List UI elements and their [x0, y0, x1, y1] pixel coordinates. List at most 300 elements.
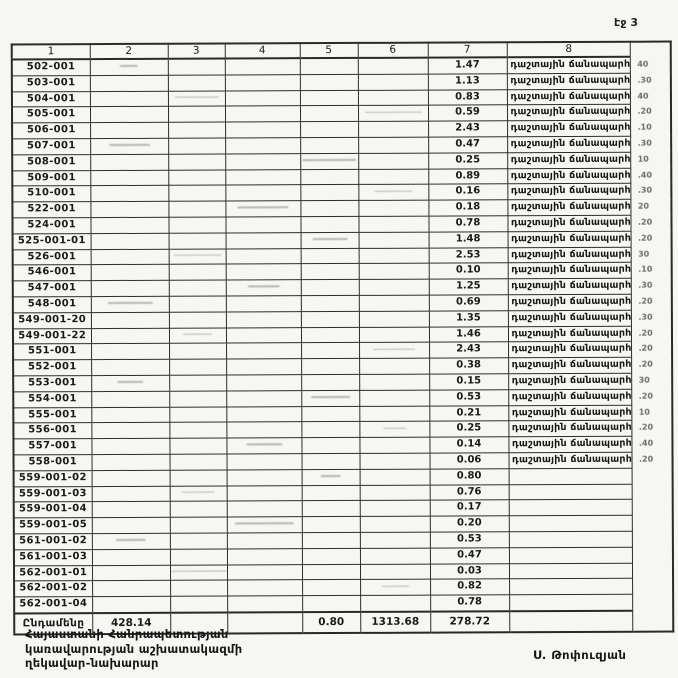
value-cell: 0.89 [428, 168, 507, 184]
col6-cell [358, 106, 428, 122]
value-cell: 0.14 [429, 437, 508, 453]
value-cell: 0.78 [428, 216, 507, 232]
road-label-cell [509, 531, 633, 547]
col2-cell [91, 328, 169, 344]
value-cell: 2.43 [429, 342, 508, 358]
scan-smudge [109, 144, 150, 146]
margin-mark: .20 [638, 343, 653, 354]
scan-smudge [174, 96, 218, 98]
col2-cell [92, 533, 170, 549]
col3-cell [170, 533, 227, 549]
margin-mark: .20 [638, 359, 653, 369]
column-header-7: 7 [428, 42, 507, 57]
scan-smudge [183, 333, 212, 335]
col5-cell [301, 280, 359, 296]
issuer-line-1: Հայաստանի Հանրապետության [25, 627, 229, 641]
margin-mark: .10 [638, 265, 653, 275]
col5-cell [301, 327, 359, 343]
value-cell: 0.25 [428, 153, 507, 169]
road-label-cell [509, 579, 633, 595]
col5-cell [300, 153, 358, 169]
value-cell: 2.43 [428, 121, 507, 137]
col2-cell [91, 265, 169, 281]
col4-cell [227, 548, 302, 564]
col5-cell [302, 517, 360, 533]
margin-mark: .30 [637, 138, 652, 148]
col3-cell [170, 580, 227, 596]
scan-smudge [383, 427, 406, 429]
col3-cell [170, 486, 227, 502]
scan-smudge [107, 302, 152, 304]
code-cell: 562-001-01 [14, 565, 92, 581]
value-cell: 0.06 [430, 453, 509, 469]
value-cell: 0.15 [429, 374, 508, 390]
value-cell: 0.03 [430, 563, 509, 579]
value-cell: 0.53 [430, 532, 509, 548]
col6-cell [358, 58, 428, 75]
col6-cell [359, 232, 429, 248]
col5-cell [301, 311, 359, 327]
margin-mark: .20 [638, 233, 653, 243]
code-cell: 503-001 [12, 75, 90, 91]
col5-cell [302, 485, 360, 501]
scan-smudge [373, 348, 415, 350]
total-col5-cell: 0.80 [302, 612, 360, 633]
road-label-cell [509, 563, 633, 579]
col5-cell [300, 106, 358, 122]
col4-cell [226, 422, 301, 438]
col6-cell [360, 532, 430, 548]
issuer-block [25, 627, 242, 671]
margin-mark [633, 594, 673, 610]
road-label-cell: դաշտային ճանապարհ [507, 136, 631, 152]
code-cell: 506-001 [12, 123, 90, 139]
col6-cell [358, 216, 428, 232]
col6-cell [360, 500, 430, 516]
col5-cell [302, 532, 360, 548]
col2-cell [91, 233, 169, 249]
col2-cell [90, 122, 168, 138]
scan-smudge [237, 207, 288, 209]
col5-cell [300, 137, 358, 153]
road-label-cell: դաշտային ճանապարհ [507, 152, 631, 168]
signature-name: Ս. Թոփուզյան [533, 648, 627, 662]
scanned-table-region [11, 41, 675, 636]
col3-cell [169, 422, 226, 438]
column-header-4: 4 [225, 43, 300, 58]
col6-cell [360, 516, 430, 532]
road-label-cell [509, 515, 633, 531]
col3-cell [168, 59, 225, 76]
road-label-cell: դաշտային ճանապարհ [508, 373, 632, 389]
code-cell: 502-001 [12, 59, 90, 76]
code-cell: 508-001 [12, 154, 90, 170]
value-cell: 0.21 [429, 405, 508, 421]
margin-mark: 20 [637, 201, 650, 211]
road-label-cell: դաշտային ճանապարհ [508, 326, 632, 342]
margin-mark: 40 [637, 91, 649, 101]
road-label-cell: դաշտային ճանապարհ [508, 294, 632, 310]
value-cell: 0.83 [428, 89, 507, 105]
col2-cell [92, 486, 170, 502]
value-cell: 0.20 [430, 516, 509, 532]
scan-smudge [311, 396, 350, 398]
code-cell: 562-001-04 [14, 597, 92, 614]
col6-cell [358, 200, 428, 216]
col3-cell [168, 154, 225, 170]
col2-cell [91, 438, 169, 454]
col5-cell [302, 469, 360, 485]
col6-cell [359, 311, 429, 327]
code-cell: 555-001 [13, 407, 91, 423]
col3-cell [169, 296, 226, 312]
col2-cell [91, 423, 169, 439]
value-cell: 0.25 [429, 421, 508, 437]
col3-cell [169, 343, 226, 359]
scan-smudge [312, 238, 347, 240]
col5-cell [301, 264, 359, 280]
col6-cell [360, 453, 430, 469]
col3-cell [169, 328, 226, 344]
value-cell: 1.35 [429, 311, 508, 327]
col2-cell [92, 454, 170, 470]
col4-cell [225, 74, 300, 90]
col4-cell [227, 501, 302, 517]
col6-cell [360, 564, 430, 580]
code-cell: 559-001-03 [14, 486, 92, 502]
col4-cell [226, 264, 301, 280]
margin-mark: .20 [638, 454, 654, 464]
road-label-cell: դաշտային ճանապարհ [509, 452, 633, 468]
col5-cell [301, 343, 359, 359]
col4-cell [226, 406, 301, 422]
value-cell: 1.48 [429, 232, 508, 248]
col4-cell [226, 359, 301, 375]
code-cell: 522-001 [12, 202, 90, 218]
road-label-cell: դաշտային ճանապարհ [507, 105, 631, 121]
road-label-cell: դաշտային ճանապարհ [508, 247, 632, 263]
column-header-5: 5 [300, 43, 358, 58]
col3-cell [170, 596, 227, 613]
margin-mark: .40 [638, 438, 654, 448]
road-label-cell: դաշտային ճանապարհ [508, 310, 632, 326]
col5-cell [301, 422, 359, 438]
col3-cell [169, 233, 226, 249]
col6-cell [359, 374, 429, 390]
col6-cell [358, 121, 428, 137]
value-cell: 1.13 [428, 74, 507, 90]
issuer-line-2: կառավարության աշխատակազմի [25, 641, 243, 656]
road-label-cell: դաշտային ճանապարհ [507, 215, 631, 231]
col4-cell [227, 485, 302, 501]
margin-mark [633, 515, 673, 531]
col4-cell [227, 533, 302, 549]
col3-cell [168, 138, 225, 154]
col4-cell [226, 311, 301, 327]
value-cell: 0.47 [430, 547, 509, 563]
code-cell: 561-001-03 [14, 549, 92, 565]
value-cell: 0.82 [430, 579, 509, 595]
col6-cell [359, 263, 429, 279]
cadastre-table [11, 41, 675, 636]
value-cell: 0.38 [429, 358, 508, 374]
road-label-cell: դաշտային ճանապարհ [507, 168, 631, 184]
col3-cell [169, 249, 226, 265]
col5-cell [302, 501, 360, 517]
road-label-cell: դաշտային ճանապարհ [507, 120, 631, 136]
col5-cell [301, 406, 359, 422]
col2-cell [92, 581, 170, 597]
code-cell: 562-001-02 [14, 581, 92, 597]
code-cell: 559-001-05 [14, 518, 92, 534]
scan-smudge [365, 111, 422, 113]
col6-cell [358, 184, 428, 200]
col4-cell [225, 153, 300, 169]
road-label-cell: դաշտային ճանապարհ [508, 436, 632, 452]
col3-cell [168, 122, 225, 138]
value-cell: 1.47 [428, 57, 507, 74]
total-margin-cell [633, 610, 673, 631]
value-cell: 1.25 [429, 279, 508, 295]
col5-cell [301, 438, 359, 454]
col4-cell [226, 390, 301, 406]
col3-cell [169, 375, 226, 391]
col6-cell [359, 342, 429, 358]
col4-cell [225, 169, 300, 185]
scan-smudge [302, 159, 356, 161]
col5-cell [302, 564, 360, 580]
code-cell: 556-001 [13, 423, 91, 439]
issuer-line-3: ղեկավար-նախարար [25, 656, 159, 670]
total-col7-cell: 278.72 [430, 611, 509, 632]
col5-cell [301, 295, 359, 311]
column-header-1: 1 [12, 44, 90, 59]
col3-cell [168, 106, 225, 122]
col2-cell [92, 470, 170, 486]
col6-cell [358, 153, 428, 169]
col3-cell [169, 312, 226, 328]
col2-cell [90, 91, 168, 107]
col2-cell [90, 170, 168, 186]
road-label-cell: դաշտային ճանապարհ [508, 342, 632, 358]
margin-mark [633, 499, 673, 515]
col6-cell [359, 421, 429, 437]
margin-mark [633, 578, 673, 594]
scan-smudge [382, 585, 409, 587]
col4-cell [226, 327, 301, 343]
total-col2-cell: 428.14 [92, 613, 170, 634]
col3-cell [170, 501, 227, 517]
total-col8-cell [509, 611, 633, 633]
margin-mark: 10 [638, 407, 650, 417]
margin-mark [633, 468, 673, 484]
col5-cell [302, 453, 360, 469]
margin-mark: .20 [637, 107, 652, 117]
code-cell: 507-001 [12, 139, 90, 155]
margin-mark: .30 [638, 312, 653, 322]
code-cell: 557-001 [13, 439, 91, 455]
col4-cell [227, 517, 302, 533]
margin-mark: .30 [638, 280, 653, 290]
col5-cell [301, 359, 359, 375]
col5-cell [301, 390, 359, 406]
margin-mark: .20 [638, 296, 653, 306]
code-cell: 504-001 [12, 91, 90, 107]
scan-smudge [117, 381, 143, 383]
col3-cell [169, 359, 226, 375]
code-cell: 554-001 [13, 391, 91, 407]
margin-mark: .30 [637, 186, 653, 196]
code-cell: 525-001-01 [13, 233, 91, 249]
col4-cell [226, 296, 301, 312]
col2-cell [92, 565, 170, 581]
col4-cell [225, 201, 300, 217]
column-header-8: 8 [507, 42, 631, 58]
header-margin-cell [631, 42, 671, 57]
code-cell: 549-001-22 [13, 328, 91, 344]
col2-cell [91, 249, 169, 265]
col3-cell [168, 170, 225, 186]
scan-smudge [235, 523, 294, 525]
col6-cell [358, 137, 428, 153]
col2-cell [92, 502, 170, 518]
col6-cell [360, 595, 430, 612]
road-label-cell: դաշտային ճանապարհ [507, 199, 631, 215]
code-cell: 559-001-04 [14, 502, 92, 518]
road-label-cell [509, 547, 633, 563]
value-cell: 0.59 [428, 105, 507, 121]
col4-cell [225, 217, 300, 233]
road-label-cell: դաշտային ճանապարհ [507, 89, 631, 105]
code-cell: 524-001 [12, 218, 90, 234]
col6-cell [360, 469, 430, 485]
value-cell: 0.16 [428, 184, 507, 200]
col5-cell [300, 90, 358, 106]
road-label-cell [509, 484, 633, 500]
col5-cell [302, 580, 360, 596]
col4-cell [226, 248, 301, 264]
value-cell: 0.53 [429, 390, 508, 406]
road-label-cell: դաշտային ճանապարհ [507, 184, 631, 200]
code-cell: 551-001 [13, 344, 91, 360]
road-label-cell: դաշտային ճանապարհ [508, 389, 632, 405]
col6-cell [360, 485, 430, 501]
code-cell: 548-001 [13, 297, 91, 313]
margin-mark: .40 [637, 170, 652, 180]
margin-mark: .30 [637, 75, 652, 85]
road-label-cell: դաշտային ճանապարհ [508, 357, 632, 373]
col2-cell [91, 344, 169, 360]
col2-cell [91, 375, 169, 391]
scan-smudge [120, 65, 138, 67]
col6-cell [359, 390, 429, 406]
road-label-cell: դաշտային ճանապարհ [508, 278, 632, 294]
margin-mark [633, 484, 673, 500]
col2-cell [92, 549, 170, 565]
code-cell: 561-001-02 [14, 534, 92, 550]
col3-cell [169, 391, 226, 407]
col6-cell [359, 358, 429, 374]
col3-cell [168, 75, 225, 91]
margin-mark: .10 [637, 122, 652, 132]
margin-mark: 30 [638, 375, 650, 385]
value-cell: 0.18 [428, 200, 507, 216]
col3-cell [170, 565, 227, 581]
code-cell: 546-001 [13, 265, 91, 281]
scan-smudge [173, 254, 221, 256]
value-cell: 0.10 [429, 263, 508, 279]
margin-mark: 40 [637, 59, 649, 69]
col5-cell [300, 122, 358, 138]
col5-cell [301, 248, 359, 264]
col3-cell [170, 517, 227, 533]
road-label-cell: դաշտային ճանապարհ [508, 405, 632, 421]
col4-cell [225, 185, 300, 201]
col2-cell [90, 75, 168, 91]
col4-cell [226, 280, 301, 296]
road-label-cell: դաշտային ճանապարհ [508, 231, 632, 247]
road-label-cell: դաշտային ճանապարհ [507, 73, 631, 89]
col2-cell [91, 407, 169, 423]
col6-cell [360, 579, 430, 595]
scan-smudge [171, 570, 227, 572]
margin-mark: .20 [637, 217, 653, 227]
column-header-6: 6 [358, 43, 428, 58]
code-cell: 509-001 [12, 170, 90, 186]
margin-mark [633, 547, 673, 563]
col6-cell [359, 437, 429, 453]
col3-cell [169, 407, 226, 423]
col3-cell [168, 201, 225, 217]
col4-cell [225, 58, 300, 75]
scan-smudge [246, 444, 282, 446]
col4-cell [226, 343, 301, 359]
col6-cell [358, 169, 428, 185]
col2-cell [92, 596, 170, 613]
margin-mark [633, 563, 673, 579]
road-label-cell: դաշտային ճանապարհ [508, 263, 632, 279]
col6-cell [358, 74, 428, 90]
col2-cell [91, 359, 169, 375]
col6-cell [359, 406, 429, 422]
value-cell: 0.78 [430, 595, 509, 612]
margin-mark: .20 [638, 328, 653, 338]
col3-cell [169, 438, 226, 454]
total-label-cell: Ընդամենը [14, 613, 92, 634]
col4-cell [226, 232, 301, 248]
margin-mark: .20 [638, 422, 654, 433]
col2-cell [90, 154, 168, 170]
col5-cell [301, 374, 359, 390]
scan-smudge [247, 286, 279, 288]
scan-smudge [321, 475, 341, 477]
code-cell: 526-001 [13, 249, 91, 265]
col4-cell [227, 580, 302, 596]
col2-cell [90, 138, 168, 154]
code-cell: 553-001 [13, 376, 91, 392]
col2-cell [90, 59, 168, 76]
col4-cell [227, 596, 302, 613]
col5-cell [300, 74, 358, 90]
col3-cell [169, 264, 226, 280]
col2-cell [90, 201, 168, 217]
col5-cell [300, 169, 358, 185]
col2-cell [91, 280, 169, 296]
code-cell: 559-001-02 [14, 470, 92, 486]
value-cell: 2.53 [429, 247, 508, 263]
col4-cell [225, 138, 300, 154]
col3-cell [170, 454, 227, 470]
